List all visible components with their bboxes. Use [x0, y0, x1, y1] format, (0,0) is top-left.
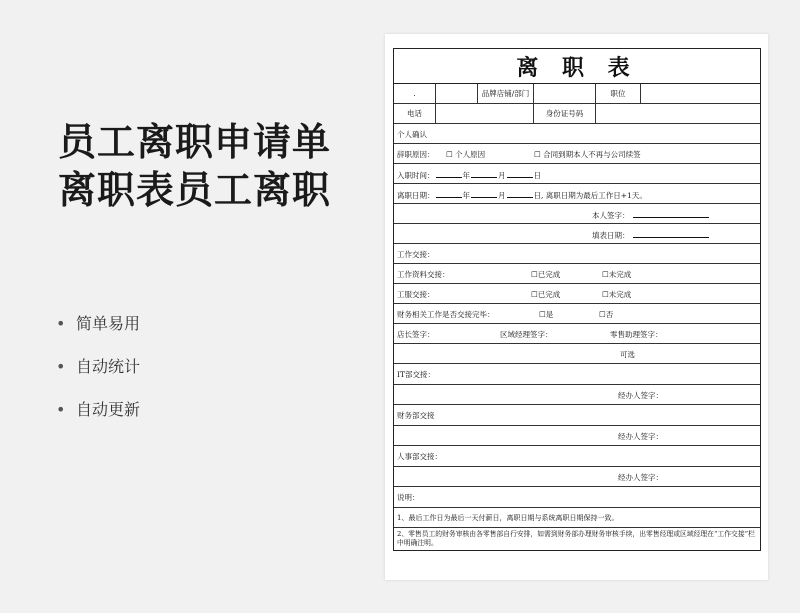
optional-label: 可选	[620, 350, 635, 359]
uniform-done-checkbox[interactable]: ☐已完成	[531, 290, 561, 299]
feature-item: • 自动统计	[56, 355, 140, 398]
year-blank[interactable]	[436, 171, 462, 178]
form-title: 离 职 表	[516, 55, 638, 81]
manager-sign-row	[394, 324, 760, 344]
month-blank[interactable]	[471, 191, 497, 198]
bullet-icon: •	[56, 400, 66, 419]
feature-item: • 简单易用	[56, 312, 140, 355]
info-cell: .	[394, 84, 436, 103]
uniform-undone-checkbox[interactable]: ☐未完成	[602, 290, 632, 299]
form-document	[385, 34, 768, 580]
handler-sign-label: 经办人签字：	[618, 432, 663, 441]
hr-row	[394, 446, 760, 467]
fill-date-label: 填表日期：	[592, 231, 630, 240]
fill-date-row	[394, 224, 760, 244]
position-label: 职位	[596, 84, 641, 103]
hire-date-row: 入职时间： 年 月 日	[394, 164, 760, 184]
dept-field[interactable]	[534, 84, 596, 103]
position-field[interactable]	[641, 84, 760, 103]
phone-field[interactable]	[436, 104, 534, 123]
reason-row	[394, 144, 760, 164]
materials-row	[394, 264, 760, 284]
note-1: 1、最后工作日为最后一天付薪日，离职日期与系统离职日期保持一致。	[397, 514, 619, 522]
feature-list	[56, 312, 140, 441]
finance-question: 财务相关工作是否交接完毕：	[397, 310, 495, 319]
hr-sign-row	[394, 467, 760, 487]
store-manager-sign-label: 店长签字：	[397, 330, 435, 339]
note-2: 2、零售员工的财务审核由各零售部自行安排，如需到财务部办理财务审核手续，出零售经理或区域经理在“工作交接”栏中明确注明。	[397, 530, 755, 547]
promo-title-line1: 员工离职申请单	[58, 120, 332, 164]
promo-title	[58, 118, 378, 214]
hr-handover-label: 人事部交接：	[397, 452, 442, 461]
finance-yes-checkbox[interactable]: ☐是	[539, 310, 554, 319]
finance-no-checkbox[interactable]: ☐否	[599, 310, 614, 319]
finance-dept-label: 财务部交接	[397, 411, 435, 420]
it-sign-row	[394, 385, 760, 405]
finance-sign-row	[394, 426, 760, 446]
month-blank[interactable]	[471, 171, 497, 178]
year-blank[interactable]	[436, 191, 462, 198]
note1-row	[394, 508, 760, 528]
resignation-form	[393, 48, 761, 551]
fill-date-field[interactable]	[633, 231, 709, 238]
id-number-field[interactable]	[596, 104, 760, 123]
bullet-icon: •	[56, 357, 66, 376]
leave-date-row: 离职日期： 年 月 日, 离职日期为最后工作日+1天。	[394, 184, 760, 204]
handover-row	[394, 244, 760, 264]
handover-label: 工作交接：	[397, 250, 435, 259]
info-row-2	[394, 104, 760, 124]
retail-assistant-sign-label: 零售助理签字：	[610, 330, 663, 339]
materials-done-checkbox[interactable]: ☐已完成	[531, 270, 561, 279]
self-sign-row	[394, 204, 760, 224]
bullet-icon: •	[56, 314, 66, 333]
promo-title-line2: 离职表员工离职	[58, 168, 332, 212]
area-manager-sign-label: 区域经理签字：	[500, 330, 553, 339]
materials-label: 工作资料交接：	[397, 270, 450, 279]
reason-label: 辞职原因：	[397, 150, 435, 159]
finance-check-row	[394, 304, 760, 324]
reason-contract-checkbox[interactable]: ☐ 合同到期本人不再与公司续签	[534, 150, 641, 159]
notes-label: 说明：	[397, 493, 420, 502]
personal-confirm-label: 个人确认	[397, 130, 427, 139]
hire-date-label: 入职时间：	[397, 171, 435, 180]
finance-dept-row	[394, 405, 760, 426]
dept-label: 品牌店铺/部门	[478, 84, 534, 103]
day-blank[interactable]	[507, 191, 533, 198]
day-blank[interactable]	[507, 171, 533, 178]
feature-item: • 自动更新	[56, 398, 140, 441]
personal-confirm-row	[394, 124, 760, 144]
uniform-row	[394, 284, 760, 304]
reason-personal-checkbox[interactable]: ☐ 个人原因	[446, 150, 486, 159]
form-title-row	[394, 49, 760, 84]
leave-date-label: 离职日期：	[397, 191, 435, 200]
materials-undone-checkbox[interactable]: ☐未完成	[602, 270, 632, 279]
handler-sign-label: 经办人签字：	[618, 473, 663, 482]
optional-row	[394, 344, 760, 364]
self-sign-field[interactable]	[633, 211, 709, 218]
notes-row	[394, 487, 760, 508]
self-sign-label: 本人签字：	[592, 211, 630, 220]
handler-sign-label: 经办人签字：	[618, 391, 663, 400]
uniform-label: 工服交接：	[397, 290, 435, 299]
info-row-1	[394, 84, 760, 104]
info-cell-blank[interactable]	[436, 84, 478, 103]
it-handover-label: IT部交接：	[397, 370, 435, 379]
id-number-label: 身份证号码	[534, 104, 596, 123]
phone-label: 电话	[394, 104, 436, 123]
it-row	[394, 364, 760, 385]
note2-row	[394, 528, 760, 550]
